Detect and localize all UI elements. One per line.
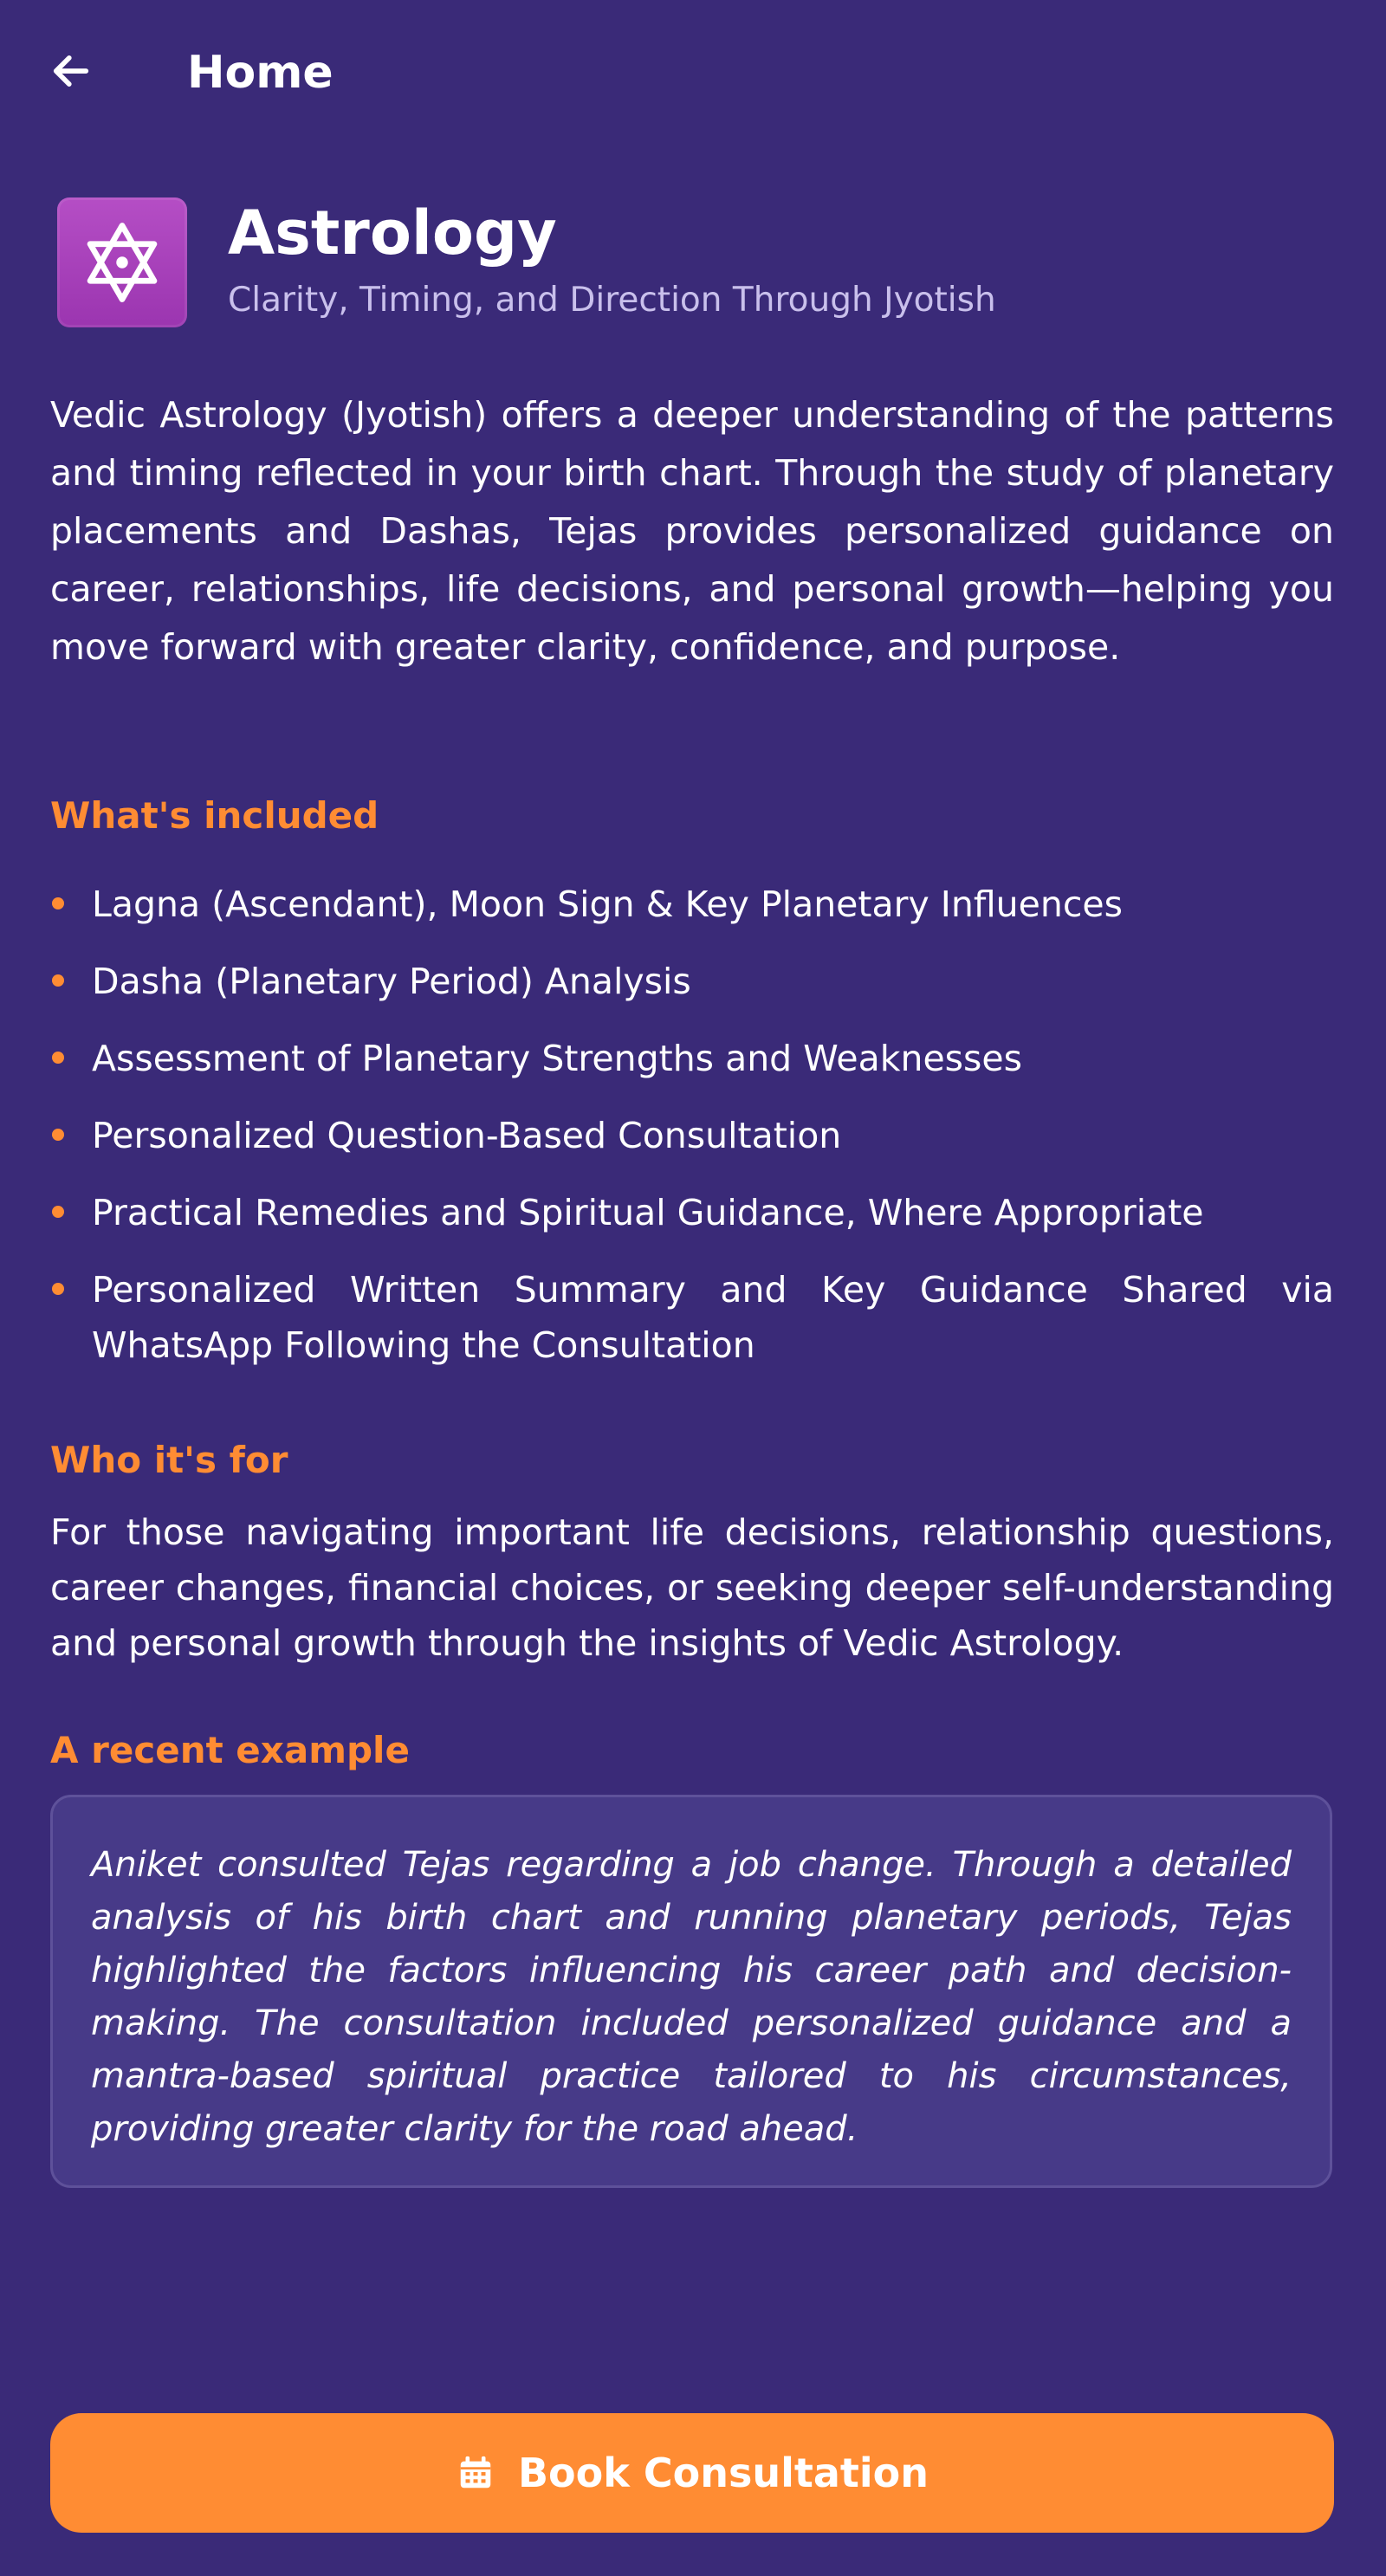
who-its-for-text: For those navigating important life decisions, relationship questions, career changes, financial choices, or seeking deeper self-understanding and personal growth through the insights of Vedic Astrology. <box>50 1511 1334 1664</box>
header-title: Home <box>187 47 334 99</box>
arrow-left-icon <box>49 49 94 94</box>
bullet-dot <box>52 1129 64 1141</box>
who-its-for-heading: Who it's for <box>50 1439 288 1481</box>
included-list <box>50 877 1334 1395</box>
list-item: Assessment of Planetary Strengths and Weaknesses <box>50 1031 1334 1086</box>
list-item: Practical Remedies and Spiritual Guidance, Where Appropriate <box>50 1185 1334 1240</box>
star-of-david-icon <box>74 214 171 311</box>
list-item: Dasha (Planetary Period) Analysis <box>50 954 1334 1009</box>
bullet-dot <box>52 897 64 909</box>
list-item: Personalized Question-Based Consultation <box>50 1108 1334 1163</box>
service-subtitle: Clarity, Timing, and Direction Through Jyotish <box>228 281 996 320</box>
service-description: Vedic Astrology (Jyotish) offers a deeper understanding of the patterns and timing reflected in your birth chart. Through the study of planetary placements and Dashas, Tejas provides personalized guidance on career, relationships, life decisions, and personal growth—helping you move forward with greater clarity, confidence, and purpose. <box>50 394 1334 668</box>
bullet-dot <box>52 1206 64 1218</box>
bullet-dot <box>52 1052 64 1064</box>
example-card <box>50 1795 1332 2188</box>
service-title: Astrology <box>228 197 557 269</box>
book-consultation-button[interactable] <box>50 2413 1334 2533</box>
calendar-icon <box>456 2453 495 2493</box>
bullet-dot <box>52 974 64 987</box>
bullet-dot <box>52 1283 64 1295</box>
app-header <box>0 0 1386 147</box>
example-text: Aniket consulted Tejas regarding a job change. Through a detailed analysis of his birth chart and running planetary periods, Tejas highlighted the factors influencing his career path and decision-making. The consultation included personalized guidance and a mantra-based spiritual practice tailored to his circumstances, providing greater clarity for the road ahead. <box>91 1845 1292 2149</box>
list-item: Lagna (Ascendant), Moon Sign & Key Planetary Influences <box>50 877 1334 932</box>
whats-included-heading: What's included <box>50 794 379 837</box>
list-item: Personalized Written Summary and Key Guidance Shared via WhatsApp Following the Consultation <box>50 1262 1334 1373</box>
service-hero <box>50 194 1336 333</box>
astrology-icon-tile <box>57 197 187 327</box>
recent-example-heading: A recent example <box>50 1729 410 1771</box>
back-button[interactable] <box>43 43 99 99</box>
book-consultation-label: Book Consultation <box>517 2450 929 2496</box>
